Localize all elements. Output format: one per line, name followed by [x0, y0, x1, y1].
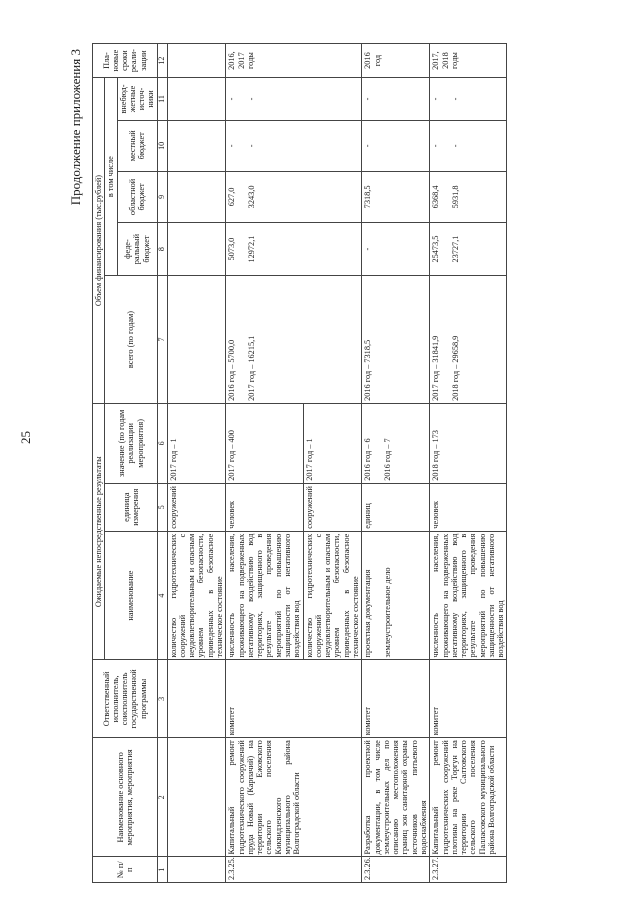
header-col6: значение (по годам реализации мероприятия) [105, 403, 157, 483]
finance-local: - - [430, 120, 507, 171]
finance-regional: 627,0 3243,0 [226, 171, 362, 222]
finance-total-line: 2017 год – 16215,1 [247, 335, 257, 401]
row-number: 2.3.27. [430, 857, 507, 883]
result-unit: сооружений [167, 483, 226, 531]
row-executor [167, 660, 226, 738]
table-row [430, 44, 507, 883]
row-executor: комитет [430, 660, 507, 738]
col-number: 10 [157, 120, 167, 171]
result-unit: человек [226, 483, 303, 531]
header-col4: наименование [105, 531, 157, 660]
row-name: Капитальный ремонт гидротехнических сооружений плотины на реке Торгун на территории Салтовского сельского поселения Палласовского муниципального района Волгоградской области [430, 738, 507, 857]
header-col5: единица измерения [105, 483, 157, 531]
header-col9: областной бюджет [117, 171, 157, 222]
col-number: 11 [157, 78, 167, 121]
finance-extra: - - [430, 78, 507, 121]
row-name: Капитальный ремонт гидротехнического сооружений пруда Новый (Карпачий) на территории Ежовского сельского поселения Киквидзенского муниципального района Волгоградской области [226, 738, 362, 857]
header-col3: Ответственный исполнитель, соисполнитель государственной программы [93, 660, 158, 738]
result-value: 2017 год – 400 [226, 403, 303, 483]
col-number: 12 [157, 44, 167, 78]
header-group-finance: Объем финансирования (тыс.рублей) [93, 78, 105, 404]
row-name: Разработка проектной документации, в том числе землеустроительных дел по описанию местоположения границ зон санитарной охраны источников питьевого водоснабжения [362, 738, 430, 857]
finance-extra: - - [226, 78, 362, 121]
result-unit: сооружений [303, 483, 362, 531]
col-number: 4 [157, 531, 167, 660]
row-number: 2.3.26. [362, 857, 430, 883]
page-number: 25 [18, 431, 33, 444]
header-col2: Наименование основного мероприятия, мероприятия [93, 738, 158, 857]
result-name: численность населения, проживающего на подверженных негативному воздействию вод территориях, защищенного в результате проведения мероприятий по повышению защищенности от негативного воздействия вод [430, 531, 507, 660]
col-number: 1 [157, 857, 167, 883]
table-row [362, 44, 430, 883]
header-group-incl: в том числе [105, 78, 117, 276]
program-table [92, 43, 507, 883]
header-col1: № п/п [93, 857, 158, 883]
finance-regional: 6368,4 5931,8 [430, 171, 507, 222]
caption: Продолжение приложения 3 [68, 49, 83, 206]
result-unit: единиц [362, 483, 430, 531]
finance-federal: 25473,5 23727,1 [430, 222, 507, 275]
result-value: 2018 год – 173 [430, 403, 507, 483]
finance-federal: 5073,0 12972,1 [226, 222, 362, 275]
header-col10: местный бюджет [117, 120, 157, 171]
result-name: количество гидротехнических сооружений с неудовлетворительным и опасным уровнем безопасности, приведенных в безопасное техническое состояние [303, 531, 362, 660]
header-col11: внебюд-жетные источ-ники [117, 78, 157, 121]
finance-total-line: 2016 год – 5700,0 [227, 339, 237, 401]
finance-federal: - [362, 222, 430, 275]
row-term: 2017, 2018 годы [430, 44, 507, 78]
col-number: 8 [157, 222, 167, 275]
result-name: проектная документация землеустроительное дело [362, 531, 430, 660]
column-numbers-row [157, 44, 167, 883]
finance-total: 2016 год – 7318,5 [362, 276, 430, 404]
col-number: 2 [157, 738, 167, 857]
result-unit: человек [430, 483, 507, 531]
row-term: 2016 год [362, 44, 430, 78]
row-number [167, 857, 226, 883]
table-row [167, 44, 226, 883]
result-value: 2017 год – 1 [167, 403, 226, 483]
finance-local: - [362, 120, 430, 171]
finance-extra: - [362, 78, 430, 121]
header-col7: всего (по годам) [105, 276, 157, 404]
header-group-results: Ожидаемые непосредственные результаты [93, 403, 105, 660]
finance-total: 2017 год – 31841,9 2018 год – 29658,9 [430, 276, 507, 404]
row-number: 2.3.25. [226, 857, 362, 883]
col-number: 7 [157, 276, 167, 404]
row-executor: комитет [362, 660, 430, 738]
col-number: 5 [157, 483, 167, 531]
row-term: 2016, 2017 годы [226, 44, 362, 78]
col-number: 6 [157, 403, 167, 483]
header-col8: феде-ральный бюджет [117, 222, 157, 275]
col-number: 9 [157, 171, 167, 222]
header-col12: Пла-новые сроки реали-зации [93, 44, 158, 78]
finance-regional: 7318,5 [362, 171, 430, 222]
result-value: 2017 год – 1 [303, 403, 362, 483]
result-name: количество гидротехнических сооружений с неудовлетворительным и опасным уровнем безопасности, приведенных в безопасное техническое состояние [167, 531, 226, 660]
finance-local: - - [226, 120, 362, 171]
rotated-page-content [70, 43, 560, 883]
col-number: 3 [157, 660, 167, 738]
result-name: численность населения, проживающего на подверженных негативному воздействию вод территориях, защищенного в результате проведения мероприятий по повышению защищенности от негативного воздействия вод [226, 531, 303, 660]
row-executor: комитет [226, 660, 362, 738]
result-value: 2016 год – 6 2016 год – 7 [362, 403, 430, 483]
finance-total [226, 276, 362, 404]
table-row [226, 44, 303, 883]
row-name [167, 738, 226, 857]
